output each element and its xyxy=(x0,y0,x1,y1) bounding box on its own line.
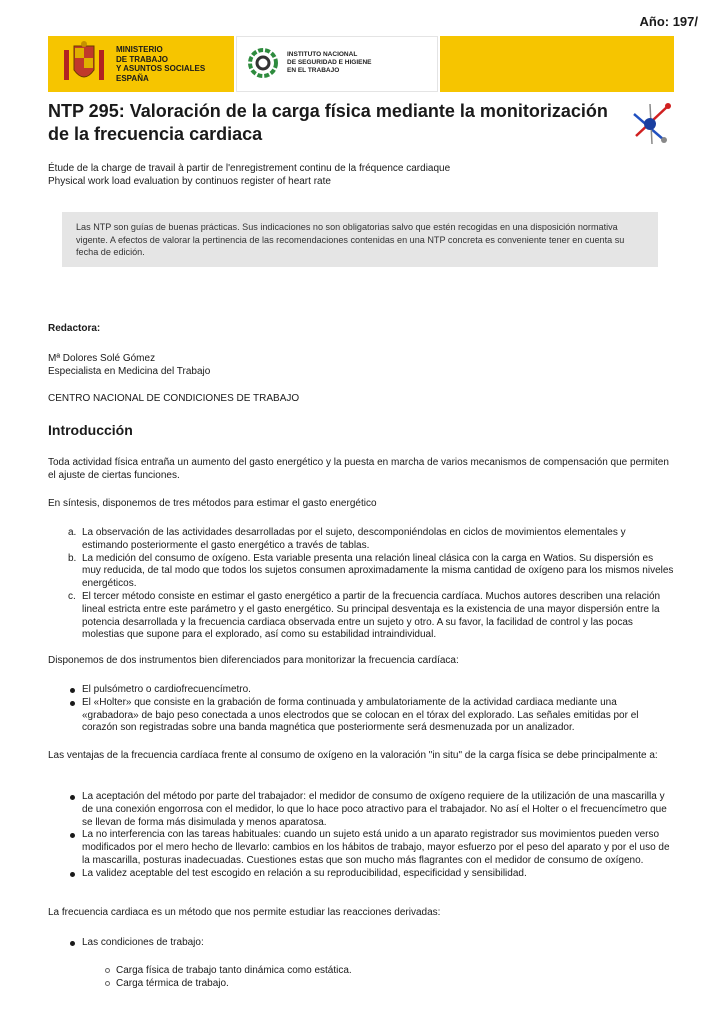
author-role: Especialista en Medicina del Trabajo xyxy=(48,366,211,377)
coat-of-arms-icon xyxy=(62,40,106,88)
bullet-icon xyxy=(70,941,75,946)
insht-logo-text: INSTITUTO NACIONAL DE SEGURIDAD E HIGIENE EN EL TRABAJO xyxy=(287,51,372,74)
disclaimer-notice: Las NTP son guías de buenas prácticas. Sus indicaciones no son obligatorias salvo que estén recogidas en una disposición normativa vigente. A efectos de valorar la pertinencia de las recomendaciones contenidas en una NTP concreta es conveniente tener en cuenta su fecha de edición. xyxy=(62,212,658,267)
section-heading-introduccion: Introducción xyxy=(48,422,133,438)
intro-paragraph-2: En síntesis, disponemos de tres métodos para estimar el gasto energético xyxy=(48,498,377,509)
reactions-list xyxy=(68,937,674,950)
title-english: Physical work load evaluation by continuos register of heart rate xyxy=(48,176,331,187)
list-item: a. La observación de las actividades desarrolladas por el sujeto, descomponiéndolas en ciclos de movimientos elementales y estimando posteriormente el gasto energético a través de tablas. xyxy=(68,527,626,551)
advantages-list xyxy=(68,791,674,881)
center-name: CENTRO NACIONAL DE CONDICIONES DE TRABAJO xyxy=(48,393,300,404)
intro-paragraph-1: Toda actividad física entraña un aumento del gasto energético y la puesta en marcha de varios mecanismos de compensación que permiten el ajuste de ciertas funciones. xyxy=(48,457,669,481)
methods-list xyxy=(68,527,674,642)
insht-logo xyxy=(236,36,438,92)
circle-bullet-icon xyxy=(105,981,110,986)
bullet-icon xyxy=(70,688,75,693)
year-label: Año: 197/ xyxy=(639,14,698,29)
instruments-list xyxy=(68,684,674,735)
list-item: El pulsómetro o cardiofrecuencímetro. xyxy=(68,684,674,697)
list-item: El «Holter» que consiste en la grabación de forma continuada y ambulatoriamente de la actividad cardiaca mediante una «grabadora» de bajo peso conectada a unos electrodos que se colocan en el tórax del explorado. Las señales emitidas por el corazón son registradas sobre una banda magnética que posteriormente será desmenuzada por un analizador. xyxy=(68,697,674,735)
bullet-icon xyxy=(70,872,75,877)
list-item: Las condiciones de trabajo: xyxy=(68,937,674,950)
list-item: b. La medición del consumo de oxígeno. Esta variable presenta una relación lineal clásica con la carga en Watios. Su dispersión es muy reducida, de tal modo que todos los sujetos consumen aproximadamente la misma cantidad de oxígeno para los mismos niveles energéticos. xyxy=(68,552,674,590)
list-item: La aceptación del método por parte del trabajador: el medidor de consumo de oxígeno requiere de la utilización de una mascarilla y de una conexión engorrosa con el medidor, lo que lo hace poco atractivo para el trabajador. No así el Holter o el frecuencímetro que se llevan de forma más disimulada y menos aparatosa. xyxy=(68,791,674,829)
title-french: Étude de la charge de travail à partir de l'enregistrement continu de la fréquence cardiaque xyxy=(48,163,451,174)
header-logo-bar xyxy=(48,36,674,92)
title-translations xyxy=(48,162,450,188)
intro-paragraph-4: Las ventajas de la frecuencia cardíaca frente al consumo de oxígeno en la valoración "in situ" de la carga física se debe principalmente a: xyxy=(48,750,658,761)
bullet-icon xyxy=(70,701,75,706)
list-item: Carga física de trabajo tanto dinámica como estática. xyxy=(104,965,664,978)
ministerio-logo-text: MINISTERIO DE TRABAJO Y ASUNTOS SOCIALES ESPAÑA xyxy=(116,45,206,83)
bullet-icon xyxy=(70,833,75,838)
intro-paragraph-3: Disponemos de dos instrumentos bien diferenciados para monitorizar la frecuencia cardíaca: xyxy=(48,655,459,666)
page-title: NTP 295: Valoración de la carga física mediante la monitorización de la frecuencia cardiaca xyxy=(48,101,608,144)
insht-gear-icon xyxy=(247,47,279,79)
conditions-sublist xyxy=(104,965,664,991)
bullet-icon xyxy=(70,795,75,800)
author-info xyxy=(48,352,210,378)
list-item: c. El tercer método consiste en estimar el gasto energético a partir de la frecuencia cardíaca. Muchos autores describen una relación lineal estricta entre este parámetro y el gasto energético. Su principal desventaja es la existencia de una mayor dispersión entre la potencia desarrollada y la frecuencia cardiaca observada entre un sujeto y otro. A su favor, la facilidad de control y las pocas molestias que supone para el explorado, así como su estabilidad intraindividual. xyxy=(68,590,661,641)
list-item: Carga térmica de trabajo. xyxy=(104,978,664,991)
ministerio-logo xyxy=(48,36,234,92)
author-heading: Redactora: xyxy=(48,323,101,334)
intro-paragraph-5: La frecuencia cardiaca es un método que nos permite estudiar las reacciones derivadas: xyxy=(48,907,441,918)
header-yellow-band xyxy=(440,36,674,92)
author-name: Mª Dolores Solé Gómez xyxy=(48,353,156,364)
list-item: La validez aceptable del test escogido en relación a su reproducibilidad, especificidad y sensibilidad. xyxy=(68,868,674,881)
list-item: La no interferencia con las tareas habituales: cuando un sujeto está unido a un aparato registrador sus movimientos pueden verso modificados por el mero hecho de llevarlo: cambios en los hábitos de trabajo, mayor esfuerzo por el peso del aparato y por el uso de la mascarilla, posturas inadecuadas. Cuestiones estas que son mucho más flagrantes con el medidor de consumo de oxígeno. xyxy=(68,829,674,867)
circle-bullet-icon xyxy=(105,968,110,973)
molecule-icon xyxy=(628,100,674,148)
